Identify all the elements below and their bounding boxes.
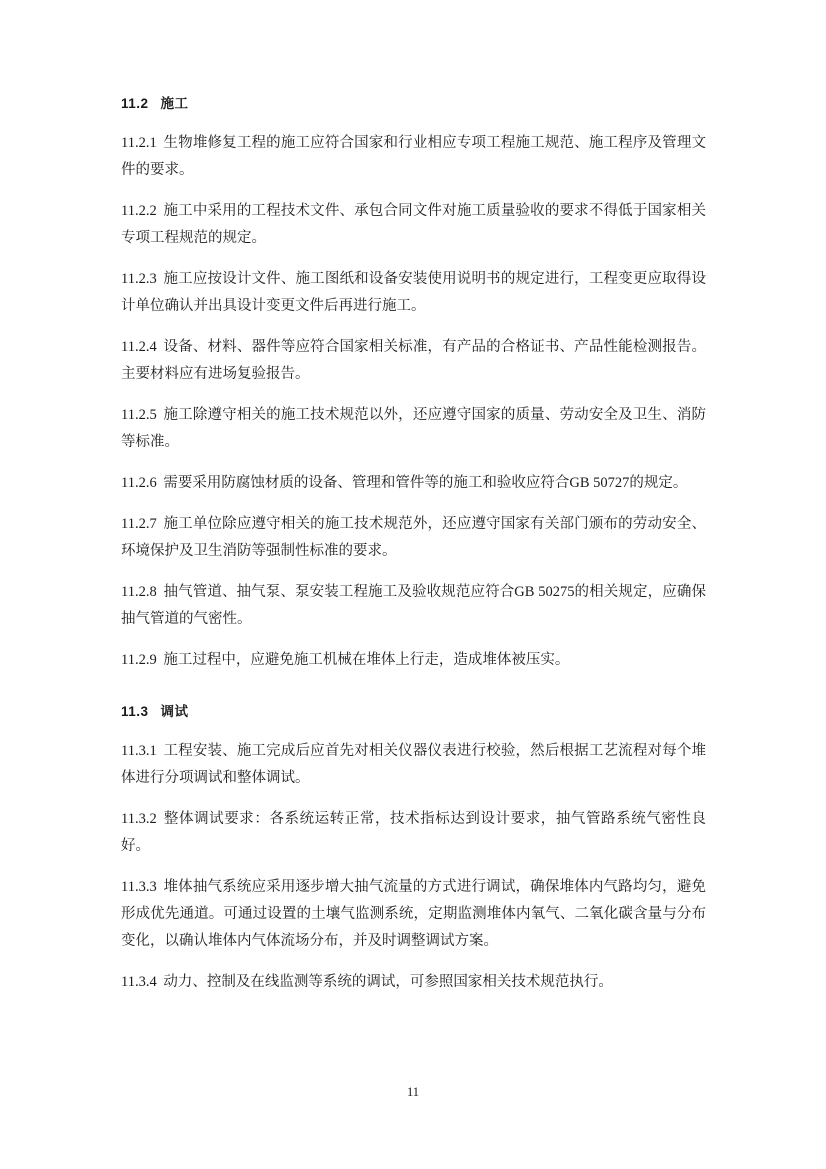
paragraph-number: 11.2.5 — [121, 407, 157, 423]
paragraph-text: 施工过程中，应避免施工机械在堆体上行走，造成堆体被压实。 — [163, 652, 570, 668]
paragraph-text: 动力、控制及在线监测等系统的调试，可参照国家相关技术规范执行。 — [163, 974, 613, 990]
paragraph-text: 施工中采用的工程技术文件、承包合同文件对施工质量验收的要求不得低于国家相关专项工程规范的规定。 — [121, 203, 707, 246]
paragraph-11-3-3 — [121, 874, 706, 955]
paragraph-11-2-6 — [121, 470, 706, 497]
paragraph-11-2-1 — [121, 130, 706, 184]
paragraph-text: 整体调试要求：各系统运转正常，技术指标达到设计要求，抽气管路系统气密性良好。 — [121, 811, 707, 854]
section-title: 调试 — [160, 704, 189, 719]
paragraph-text: 抽气管道、抽气泵、泵安装工程施工及验收规范应符合GB 50275的相关规定，应确保抽气管道的气密性。 — [121, 584, 707, 627]
paragraph-text: 工程安装、施工完成后应首先对相关仪器仪表进行校验，然后根据工艺流程对每个堆体进行分项调试和整体调试。 — [121, 743, 707, 786]
paragraph-number: 11.2.9 — [121, 652, 157, 668]
paragraph-11-3-1 — [121, 738, 706, 792]
paragraph-text: 生物堆修复工程的施工应符合国家和行业相应专项工程施工规范、施工程序及管理文件的要求。 — [121, 135, 707, 178]
paragraph-text: 施工应按设计文件、施工图纸和设备安装使用说明书的规定进行，工程变更应取得设计单位确认并出具设计变更文件后再进行施工。 — [121, 271, 707, 314]
paragraph-number: 11.3.2 — [121, 811, 157, 827]
paragraph-11-2-4 — [121, 334, 706, 388]
paragraph-text: 堆体抽气系统应采用逐步增大抽气流量的方式进行调试，确保堆体内气路均匀，避免形成优先通道。可通过设置的土壤气监测系统，定期监测堆体内氧气、二氧化碳含量与分布变化，以确认堆体内气体流场分布，并及时调整调试方案。 — [121, 879, 707, 949]
paragraph-number: 11.2.6 — [121, 475, 157, 491]
paragraph-number: 11.3.3 — [121, 879, 157, 895]
paragraph-number: 11.2.8 — [121, 584, 157, 600]
section-number: 11.3 — [121, 704, 149, 719]
paragraph-number: 11.2.7 — [121, 516, 157, 532]
paragraph-text: 施工除遵守相关的施工技术规范以外，还应遵守国家的质量、劳动安全及卫生、消防等标准。 — [121, 407, 707, 450]
paragraph-number: 11.2.3 — [121, 271, 157, 287]
paragraph-11-2-5 — [121, 402, 706, 456]
paragraph-number: 11.3.4 — [121, 974, 157, 990]
paragraph-number: 11.3.1 — [121, 743, 157, 759]
paragraph-number: 11.2.4 — [121, 339, 157, 355]
paragraph-11-3-4 — [121, 969, 706, 996]
paragraph-11-2-7 — [121, 511, 706, 565]
section-title: 施工 — [160, 96, 189, 111]
paragraph-11-2-2 — [121, 198, 706, 252]
section-heading-11-2 — [121, 92, 706, 112]
paragraph-11-2-8 — [121, 579, 706, 633]
paragraph-text: 需要采用防腐蚀材质的设备、管理和管件等的施工和验收应符合GB 50727的规定。 — [163, 475, 688, 491]
section-number: 11.2 — [121, 96, 149, 111]
paragraph-text: 施工单位除应遵守相关的施工技术规范外，还应遵守国家有关部门颁布的劳动安全、环境保护及卫生消防等强制性标准的要求。 — [121, 516, 707, 559]
paragraph-11-3-2 — [121, 806, 706, 860]
section-heading-11-3 — [121, 700, 706, 720]
page-number: 11 — [406, 1085, 420, 1099]
paragraph-text: 设备、材料、器件等应符合国家相关标准，有产品的合格证书、产品性能检测报告。主要材料应有进场复验报告。 — [121, 339, 707, 382]
page-content — [121, 92, 706, 1010]
paragraph-number: 11.2.2 — [121, 203, 157, 219]
paragraph-11-2-9 — [121, 647, 706, 674]
paragraph-11-2-3 — [121, 266, 706, 320]
paragraph-number: 11.2.1 — [121, 135, 157, 151]
